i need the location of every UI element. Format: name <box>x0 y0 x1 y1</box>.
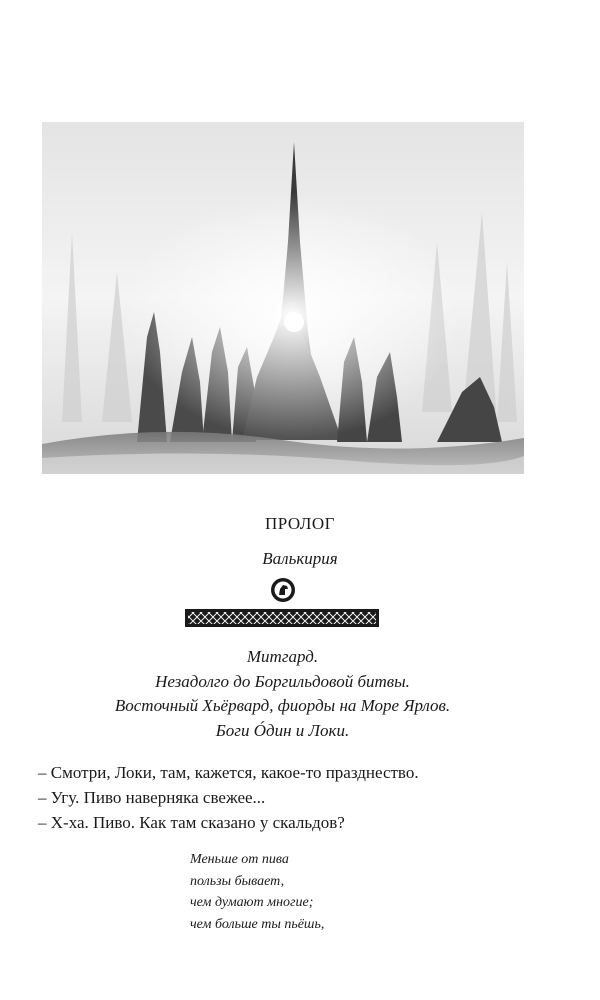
epigraph-line: Восточный Хьёрвард, фиорды на Море Ярлов. <box>114 696 451 715</box>
poem-line: чем больше ты пьёшь, <box>190 916 325 932</box>
celtic-knot-ornament <box>185 609 379 627</box>
dialogue-line: – Смотри, Локи, там, кажется, какое-то празднество. <box>38 763 419 782</box>
epigraph-line: Незадолго до Боргильдовой битвы. <box>155 671 410 691</box>
horse-head-emblem-icon <box>270 577 296 603</box>
chapter-illustration <box>42 122 524 474</box>
epigraph-line: Боги Óдин и Локи. <box>215 720 350 740</box>
chapter-subtitle: Валькирия <box>262 549 338 568</box>
castle-spire-illustration <box>42 122 524 474</box>
poem-line: пользы бывает, <box>190 873 285 889</box>
dialogue-line: – Угу. Пиво наверняка свежее... <box>38 788 266 807</box>
epigraph-line: Митгард. <box>246 647 319 666</box>
poem-line: Меньше от пива <box>190 852 289 867</box>
dialogue <box>38 760 578 835</box>
poem-line: чем думают многие; <box>190 895 314 910</box>
epigraph <box>0 645 565 743</box>
dialogue-line: – Х-ха. Пиво. Как там сказано у скальдов? <box>38 813 345 832</box>
chapter-heading: ПРОЛОГ <box>264 514 335 533</box>
poem-quote <box>190 849 550 935</box>
